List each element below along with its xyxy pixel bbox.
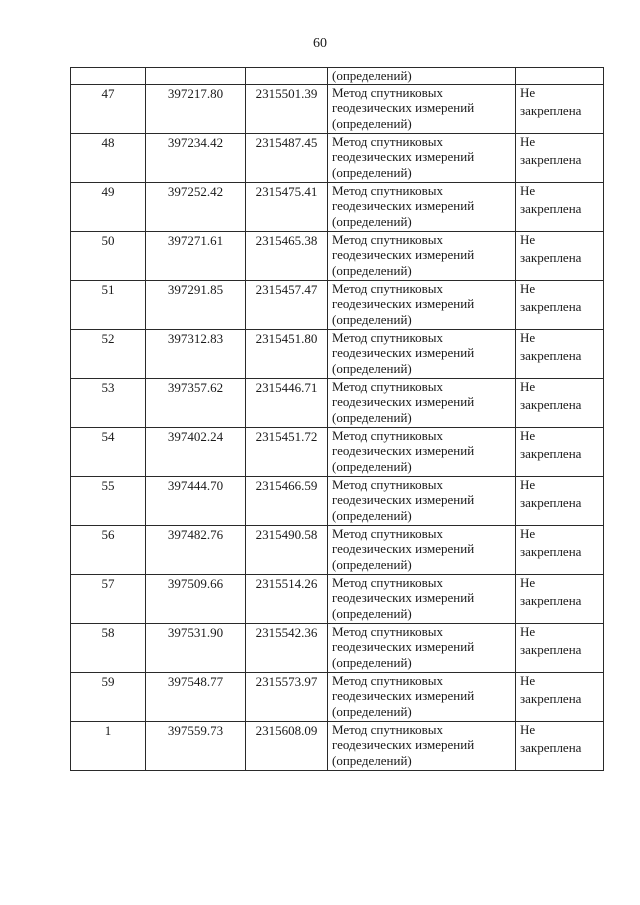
- method-line: геодезических измерений: [332, 688, 475, 703]
- method-line: геодезических измерений: [332, 590, 475, 605]
- cell-point-number: 48: [71, 133, 146, 182]
- method-line: геодезических измерений: [332, 149, 475, 164]
- fixation-line: Не: [520, 672, 536, 688]
- cell-fixation: [516, 427, 604, 476]
- method-line: Метод спутниковых: [332, 623, 444, 639]
- cell-x-coordinate: 397217.80: [146, 84, 246, 133]
- method-line: Метод спутниковых: [332, 231, 444, 247]
- method-line: (определений): [332, 458, 412, 474]
- cell-fixation: [516, 476, 604, 525]
- cell-x-coordinate: 397509.66: [146, 574, 246, 623]
- method-line: Метод спутниковых: [332, 84, 444, 100]
- cell-point-number: 51: [71, 280, 146, 329]
- table-row: [71, 378, 604, 427]
- method-line: (определений): [332, 605, 412, 621]
- fixation-line: закреплена: [520, 152, 582, 167]
- page-number: 60: [313, 36, 327, 51]
- fixation-line: закреплена: [520, 397, 582, 412]
- cell-point-number: 47: [71, 84, 146, 133]
- cell-method: [328, 525, 516, 574]
- table-row: [71, 84, 604, 133]
- cell-point-number: 55: [71, 476, 146, 525]
- fixation-line: закреплена: [520, 691, 582, 706]
- cell-point-number: 1: [71, 721, 146, 770]
- fixation-line: Не: [520, 623, 536, 639]
- method-line: Метод спутниковых: [332, 721, 444, 737]
- cell-method: [328, 231, 516, 280]
- fixation-line: закреплена: [520, 740, 582, 755]
- method-line: геодезических измерений: [332, 345, 475, 360]
- table-row: [71, 574, 604, 623]
- method-line: Метод спутниковых: [332, 574, 444, 590]
- fixation-line: Не: [520, 84, 536, 100]
- cell-method: [328, 623, 516, 672]
- coordinates-table: [70, 67, 604, 771]
- cell-x-coordinate: 397444.70: [146, 476, 246, 525]
- fixation-line: закреплена: [520, 446, 582, 461]
- method-line: Метод спутниковых: [332, 280, 444, 296]
- method-line: геодезических измерений: [332, 737, 475, 752]
- method-line: геодезических измерений: [332, 492, 475, 507]
- cell-x-coordinate: 397402.24: [146, 427, 246, 476]
- cell-x-coordinate: 397559.73: [146, 721, 246, 770]
- cell-x-coordinate: 397482.76: [146, 525, 246, 574]
- cell-y-coordinate: 2315475.41: [246, 182, 328, 231]
- cell-fix: [516, 68, 604, 85]
- fixation-line: Не: [520, 182, 536, 198]
- cell-point-number: 57: [71, 574, 146, 623]
- method-line: (определений): [332, 556, 412, 572]
- fixation-line: Не: [520, 280, 536, 296]
- method-line: (определений): [332, 115, 412, 131]
- cell-y-coordinate: 2315608.09: [246, 721, 328, 770]
- cell-x-coordinate: 397271.61: [146, 231, 246, 280]
- cell-num: [71, 68, 146, 85]
- cell-method: (определений): [328, 68, 516, 85]
- method-line: (определений): [332, 164, 412, 180]
- cell-point-number: 49: [71, 182, 146, 231]
- fixation-line: Не: [520, 525, 536, 541]
- fixation-line: Не: [520, 329, 536, 345]
- cell-fixation: [516, 280, 604, 329]
- cell-y-coordinate: 2315490.58: [246, 525, 328, 574]
- method-line: Метод спутниковых: [332, 329, 444, 345]
- cell-x-coordinate: 397548.77: [146, 672, 246, 721]
- fixation-line: закреплена: [520, 593, 582, 608]
- cell-method: [328, 329, 516, 378]
- fixation-line: Не: [520, 133, 536, 149]
- cell-x-coordinate: 397252.42: [146, 182, 246, 231]
- cell-y-coordinate: 2315466.59: [246, 476, 328, 525]
- cell-x-coordinate: 397291.85: [146, 280, 246, 329]
- method-line: геодезических измерений: [332, 639, 475, 654]
- cell-y-coordinate: 2315465.38: [246, 231, 328, 280]
- table-row: [71, 133, 604, 182]
- method-line: (определений): [332, 507, 412, 523]
- method-line: (определений): [332, 213, 412, 229]
- method-line: Метод спутниковых: [332, 672, 444, 688]
- cell-y-coordinate: 2315501.39: [246, 84, 328, 133]
- cell-fixation: [516, 84, 604, 133]
- method-line: геодезических измерений: [332, 247, 475, 262]
- cell-fixation: [516, 133, 604, 182]
- method-line: геодезических измерений: [332, 296, 475, 311]
- table-row: [71, 623, 604, 672]
- cell-y-coordinate: 2315542.36: [246, 623, 328, 672]
- cell-fixation: [516, 672, 604, 721]
- fixation-line: закреплена: [520, 642, 582, 657]
- table-row: [71, 329, 604, 378]
- cell-point-number: 58: [71, 623, 146, 672]
- method-line: (определений): [332, 360, 412, 376]
- table-row: [71, 476, 604, 525]
- coordinates-table-body: [71, 68, 604, 771]
- cell-point-number: 56: [71, 525, 146, 574]
- cell-x-coordinate: 397357.62: [146, 378, 246, 427]
- cell-fixation: [516, 329, 604, 378]
- continuation-row: [71, 68, 604, 85]
- method-line: (определений): [332, 311, 412, 327]
- fixation-line: закреплена: [520, 299, 582, 314]
- cell-point-number: 59: [71, 672, 146, 721]
- cell-x-coordinate: 397312.83: [146, 329, 246, 378]
- method-line: Метод спутниковых: [332, 133, 444, 149]
- method-line: (определений): [332, 654, 412, 670]
- cell-method: [328, 427, 516, 476]
- method-line: геодезических измерений: [332, 394, 475, 409]
- cell-fixation: [516, 623, 604, 672]
- method-line: (определений): [332, 703, 412, 719]
- cell-point-number: 53: [71, 378, 146, 427]
- method-line: (определений): [332, 409, 412, 425]
- table-row: [71, 721, 604, 770]
- table-row: [71, 280, 604, 329]
- cell-y-coordinate: 2315514.26: [246, 574, 328, 623]
- fixation-line: Не: [520, 427, 536, 443]
- cell-y-coordinate: 2315573.97: [246, 672, 328, 721]
- cell-x: [146, 68, 246, 85]
- cell-fixation: [516, 231, 604, 280]
- cell-method: [328, 574, 516, 623]
- cell-method: [328, 476, 516, 525]
- fixation-line: Не: [520, 721, 536, 737]
- cell-y-coordinate: 2315446.71: [246, 378, 328, 427]
- table-row: [71, 525, 604, 574]
- cell-point-number: 52: [71, 329, 146, 378]
- table-row: [71, 182, 604, 231]
- fixation-line: закреплена: [520, 250, 582, 265]
- method-line: геодезических измерений: [332, 541, 475, 556]
- method-line: (определений): [332, 262, 412, 278]
- cell-point-number: 50: [71, 231, 146, 280]
- cell-method: [328, 84, 516, 133]
- cell-y: [246, 68, 328, 85]
- fixation-line: Не: [520, 231, 536, 247]
- fixation-line: закреплена: [520, 201, 582, 216]
- method-line: геодезических измерений: [332, 443, 475, 458]
- cell-method: [328, 133, 516, 182]
- fixation-line: Не: [520, 574, 536, 590]
- cell-method: [328, 672, 516, 721]
- method-line: Метод спутниковых: [332, 525, 444, 541]
- method-line: (определений): [332, 752, 412, 768]
- cell-y-coordinate: 2315457.47: [246, 280, 328, 329]
- method-line: Метод спутниковых: [332, 427, 444, 443]
- cell-method: [328, 280, 516, 329]
- cell-y-coordinate: 2315451.72: [246, 427, 328, 476]
- fixation-line: Не: [520, 378, 536, 394]
- cell-y-coordinate: 2315451.80: [246, 329, 328, 378]
- table-row: [71, 231, 604, 280]
- cell-y-coordinate: 2315487.45: [246, 133, 328, 182]
- fixation-line: Не: [520, 476, 536, 492]
- cell-point-number: 54: [71, 427, 146, 476]
- cell-method: [328, 378, 516, 427]
- method-line: Метод спутниковых: [332, 476, 444, 492]
- fixation-line: закреплена: [520, 348, 582, 363]
- fixation-line: закреплена: [520, 544, 582, 559]
- cell-fixation: [516, 525, 604, 574]
- cell-fixation: [516, 574, 604, 623]
- fixation-line: закреплена: [520, 495, 582, 510]
- method-line: геодезических измерений: [332, 100, 475, 115]
- cell-fixation: [516, 721, 604, 770]
- table-row: [71, 672, 604, 721]
- cell-x-coordinate: 397531.90: [146, 623, 246, 672]
- method-line: Метод спутниковых: [332, 378, 444, 394]
- cell-fixation: [516, 378, 604, 427]
- cell-method: [328, 182, 516, 231]
- method-line: геодезических измерений: [332, 198, 475, 213]
- cell-fixation: [516, 182, 604, 231]
- table-row: [71, 427, 604, 476]
- method-line: Метод спутниковых: [332, 182, 444, 198]
- cell-method: [328, 721, 516, 770]
- cell-x-coordinate: 397234.42: [146, 133, 246, 182]
- fixation-line: закреплена: [520, 103, 582, 118]
